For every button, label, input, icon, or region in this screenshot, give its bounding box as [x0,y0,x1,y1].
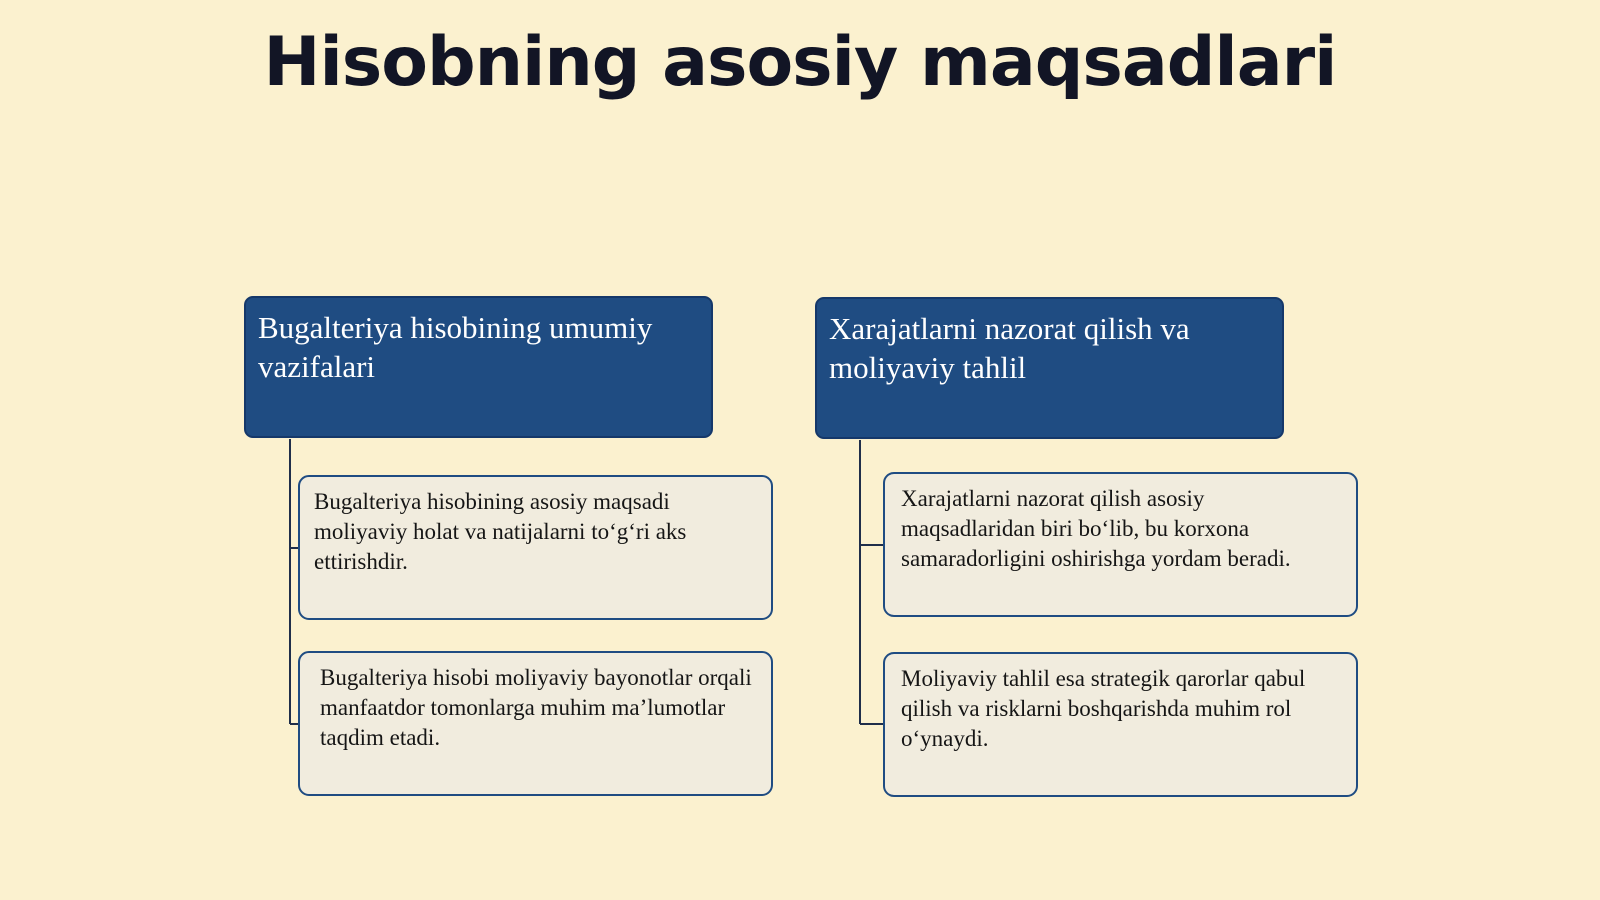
detail-text: Moliyaviy tahlil esa strategik qarorlar qabul qilish va risklarni boshqarishda muhim rol o‘ynaydi. [901,666,1306,751]
detail-box-financial-statements [298,651,773,796]
page-title: Hisobning asosiy maqsadlari [263,23,1337,102]
header-label: Bugalteriya hisobining umumiy vazifalari [258,310,653,384]
detail-text: Xarajatlarni nazorat qilish asosiy maqsadlaridan biri bo‘lib, bu korxona samaradorligini oshirishga yordam beradi. [901,486,1291,571]
detail-text: Bugalteriya hisobi moliyaviy bayonotlar orqali manfaatdor tomonlarga muhim ma’lumotlar taqdim etadi. [320,665,752,750]
detail-text: Bugalteriya hisobining asosiy maqsadi moliyaviy holat va natijalarni to‘g‘ri aks ettirishdir. [314,489,687,574]
header-box-cost-control [815,297,1284,439]
header-box-accounting-tasks [244,296,713,438]
header-label: Xarajatlarni nazorat qilish va moliyaviy tahlil [829,311,1190,385]
detail-box-financial-analysis [883,652,1358,797]
detail-box-accounting-goal [298,475,773,620]
detail-box-cost-control [883,472,1358,617]
